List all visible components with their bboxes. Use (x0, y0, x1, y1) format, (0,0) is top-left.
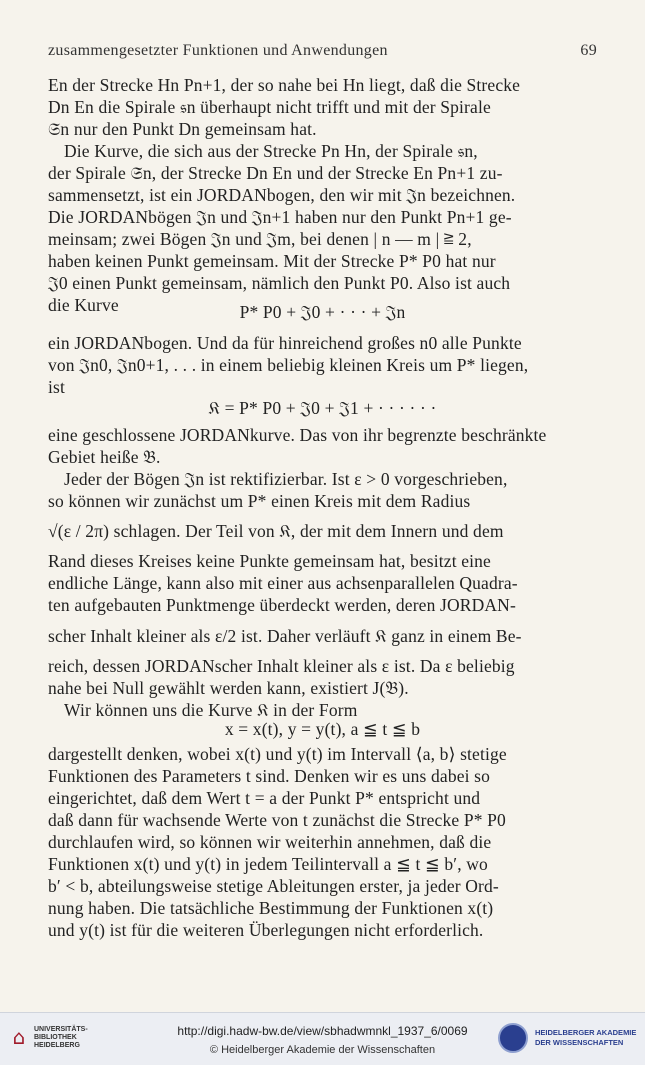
text-line: und y(t) ist für die weiteren Überlegungen nicht erforderlich. (48, 920, 484, 940)
text-line: 𝔍0 einen Punkt gemeinsam, nämlich den Punkt P0. Also ist auch (48, 273, 511, 293)
page-number: 69 (580, 42, 597, 59)
text-line: Wir können uns die Kurve 𝔎 in der Form (64, 700, 358, 720)
display-formula: P* P0 + 𝔍0 + · · · + 𝔍n (239, 302, 406, 322)
text-line: so können wir zunächst um P* einen Kreis mit dem Radius (48, 491, 471, 511)
text-line: eine geschlossene JORDANkurve. Das von ihr begrenzte beschränkte (48, 425, 547, 445)
text-line: haben keinen Punkt gemeinsam. Mit der Strecke P* P0 hat nur (48, 251, 496, 271)
text-line: ist (48, 377, 65, 397)
text-line: sammensetzt, ist ein JORDANbogen, den wir mit 𝔍n bezeichnen. (48, 185, 516, 205)
text-line: Rand dieses Kreises keine Punkte gemeinsam hat, besitzt eine (48, 551, 491, 571)
text-line: En der Strecke Hn Pn+1, der so nahe bei Hn liegt, daß die Strecke (48, 75, 521, 95)
copyright-notice: © Heidelberger Akademie der Wissenschaften (209, 1044, 436, 1056)
text-line: Die JORDANbögen 𝔍n und 𝔍n+1 haben nur den Punkt Pn+1 ge- (48, 207, 512, 227)
text-line: der Spirale 𝔖n, der Strecke Dn En und der Strecke En Pn+1 zu- (48, 163, 503, 183)
text-line: 𝔖n nur den Punkt Dn gemeinsam hat. (48, 119, 317, 139)
text-line: von 𝔍n0, 𝔍n0+1, . . . in einem beliebig kleinen Kreis um P* liegen, (48, 355, 529, 375)
text-line: daß dann für wachsende Werte von t zunächst die Strecke P* P0 (48, 810, 506, 830)
text-line: nung haben. Die tatsächliche Bestimmung der Funktionen x(t) (48, 898, 494, 918)
text-line: b′ < b, abteilungsweise stetige Ableitungen erster, ja jeder Ord- (48, 876, 499, 896)
text-line: Funktionen des Parameters t sind. Denken wir es uns dabei so (48, 766, 491, 786)
university-library-name[interactable]: UNIVERSITÄTS- BIBLIOTHEK HEIDELBERG (34, 1026, 88, 1049)
permalink-url[interactable]: http://digi.hadw-bw.de/view/sbhadwmnkl_1937_6/0069 (177, 1024, 468, 1038)
text-line: die Kurve (48, 295, 119, 315)
running-title: zusammengesetzter Funktionen und Anwendungen (48, 42, 388, 59)
academy-name[interactable]: HEIDELBERGER AKADEMIE DER WISSENSCHAFTEN (535, 1028, 637, 1047)
text-line: √(ε / 2π) schlagen. Der Teil von 𝔎, der mit dem Innern und dem (48, 521, 504, 541)
text-line: nahe bei Null gewählt werden kann, existiert J(𝔅). (48, 678, 409, 698)
text-line: ein JORDANbogen. Und da für hinreichend großes n0 alle Punkte (48, 333, 522, 353)
university-library-logo-icon[interactable]: ⌂ (12, 1025, 26, 1049)
text-line: reich, dessen JORDANscher Inhalt kleiner als ε ist. Da ε beliebig (48, 656, 515, 676)
text-line: Gebiet heiße 𝔅. (48, 447, 161, 467)
page-header (48, 42, 597, 60)
text-line: meinsam; zwei Bögen 𝔍n und 𝔍m, bei denen | n — m | ≧ 2, (48, 229, 472, 249)
text-line: eingerichtet, daß dem Wert t = a der Punkt P* entspricht und (48, 788, 481, 808)
text-line: dargestellt denken, wobei x(t) und y(t) im Intervall ⟨a, b⟩ stetige (48, 744, 507, 764)
text-line: Jeder der Bögen 𝔍n ist rektifizierbar. Ist ε > 0 vorgeschrieben, (64, 469, 508, 489)
display-formula: x = x(t), y = y(t), a ≦ t ≦ b (224, 719, 421, 739)
text-line: Dn En die Spirale 𝔰n überhaupt nicht trifft und mit der Spirale (48, 97, 491, 117)
text-line: durchlaufen wird, so können wir weiterhin annehmen, daß die (48, 832, 492, 852)
text-line: Die Kurve, die sich aus der Strecke Pn Hn, der Spirale 𝔰n, (64, 141, 478, 161)
text-line: scher Inhalt kleiner als ε/2 ist. Daher verläuft 𝔎 ganz in einem Be- (48, 626, 522, 646)
text-line: Funktionen x(t) und y(t) in jedem Teilintervall a ≦ t ≦ b′, wo (48, 854, 488, 874)
viewer-footer (0, 1012, 645, 1065)
display-formula: 𝔎 = P* P0 + 𝔍0 + 𝔍1 + · · · · · · (208, 398, 437, 418)
text-line: ten aufgebauten Punktmenge überdeckt werden, deren JORDAN- (48, 595, 516, 615)
text-line: endliche Länge, kann also mit einer aus achsenparallelen Quadra- (48, 573, 518, 593)
academy-seal-icon[interactable] (498, 1023, 528, 1053)
